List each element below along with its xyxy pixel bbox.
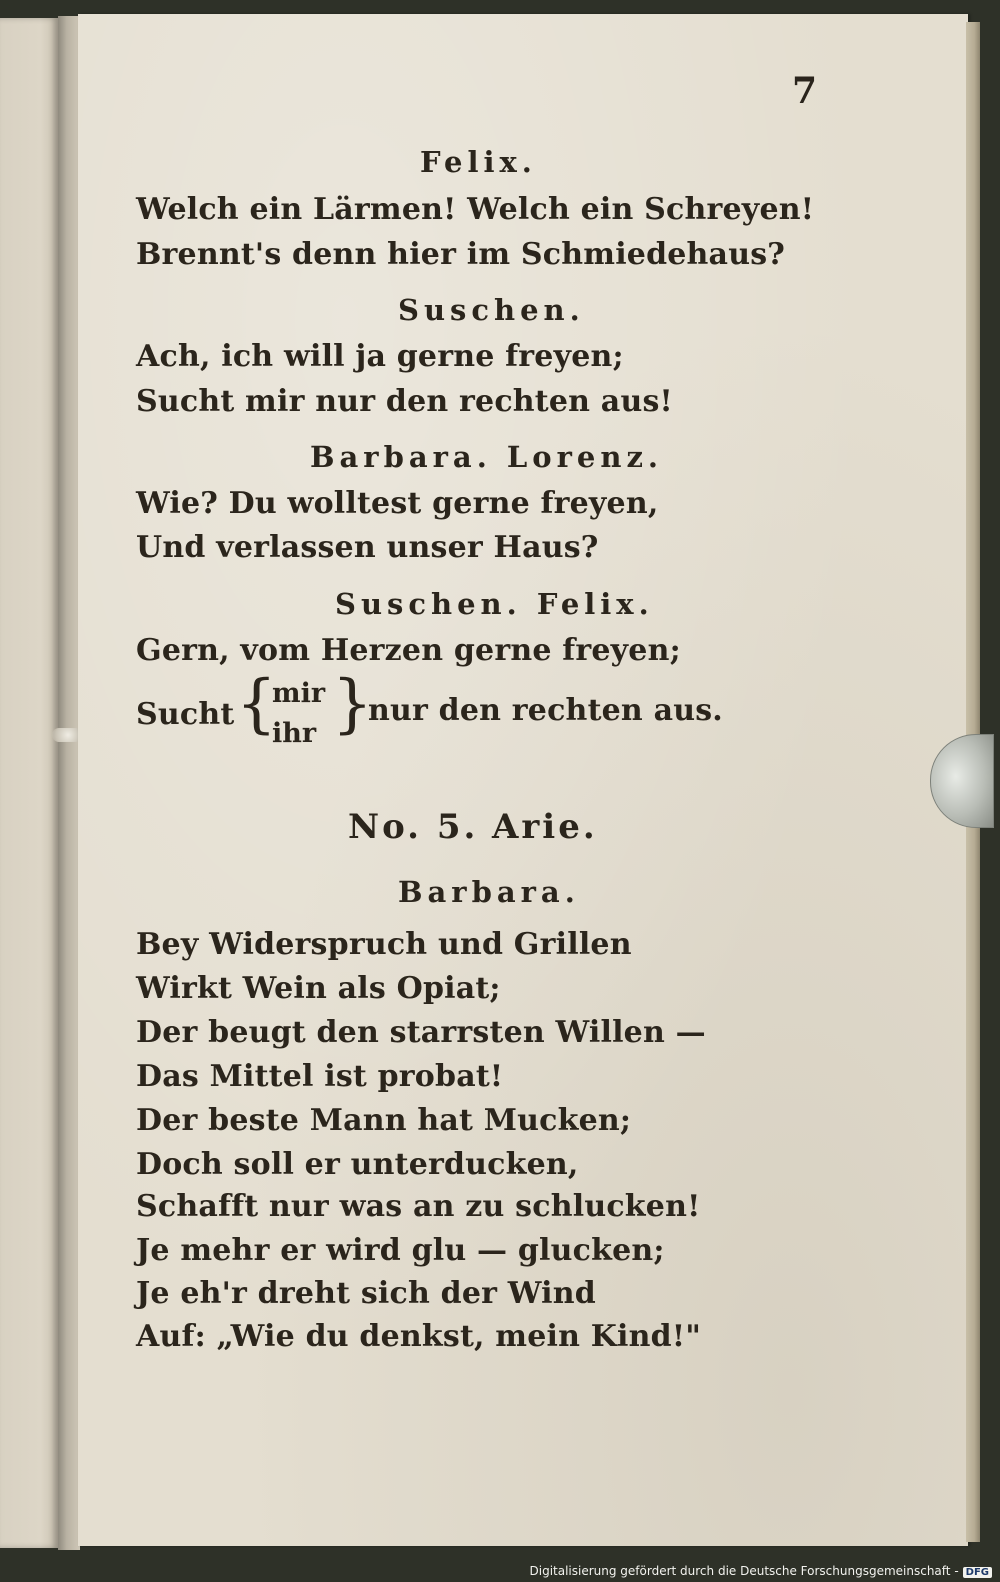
left-brace: { [236, 667, 277, 741]
aria-line: Je mehr er wird glu — glucken; [136, 1233, 665, 1268]
right-brace: } [332, 667, 373, 741]
verse-line: Gern, vom Herzen gerne freyen; [136, 633, 681, 668]
digitization-credit [530, 1564, 993, 1578]
page-number: 7 [792, 70, 818, 112]
aria-line: Je eh'r dreht sich der Wind [136, 1276, 596, 1311]
speaker-felix: Felix. [420, 145, 537, 179]
speaker-suschen: Suschen. [398, 293, 585, 327]
aria-line: Wirkt Wein als Opiat; [136, 971, 501, 1006]
verse-line: Und verlassen unser Haus? [136, 530, 599, 565]
aria-line: Auf: „Wie du denkst, mein Kind!" [136, 1319, 702, 1354]
speaker-barbara: Barbara. [398, 875, 580, 909]
aria-line: Doch soll er unterducken, [136, 1147, 579, 1182]
aria-line: Das Mittel ist probat! [136, 1059, 504, 1094]
speaker-barbara-lorenz: Barbara. Lorenz. [310, 440, 664, 474]
speaker-suschen-felix: Suschen. Felix. [335, 587, 654, 621]
credit-text: Digitalisierung gefördert durch die Deutsche Forschungsgemeinschaft - [529, 1564, 959, 1578]
section-title: Arie. [492, 807, 598, 847]
dfg-logo: DFG [963, 1567, 992, 1578]
aria-line: Bey Widerspruch und Grillen [136, 927, 632, 962]
verse-line: Sucht mir nur den rechten aus! [136, 384, 673, 419]
aria-line: Der beste Mann hat Mucken; [136, 1103, 632, 1138]
brace-option-bottom: ihr [272, 718, 317, 749]
brace-line-suffix: nur den rechten aus. [368, 693, 723, 728]
verse-line: Wie? Du wolltest gerne freyen, [136, 486, 659, 521]
verse-line: Brennt's denn hier im Schmiedehaus? [136, 237, 786, 272]
aria-line: Der beugt den starrsten Willen — [136, 1015, 706, 1050]
facing-page-edge [0, 18, 58, 1548]
verse-line: Ach, ich will ja gerne freyen; [136, 339, 624, 374]
book-gutter [58, 16, 80, 1550]
brace-option-top: mir [272, 678, 326, 709]
verse-line: Welch ein Lärmen! Welch ein Schreyen! [136, 192, 815, 227]
section-number: No. 5. [348, 807, 479, 847]
brace-line-prefix: Sucht [136, 697, 235, 732]
aria-line: Schafft nur was an zu schlucken! [136, 1189, 701, 1224]
